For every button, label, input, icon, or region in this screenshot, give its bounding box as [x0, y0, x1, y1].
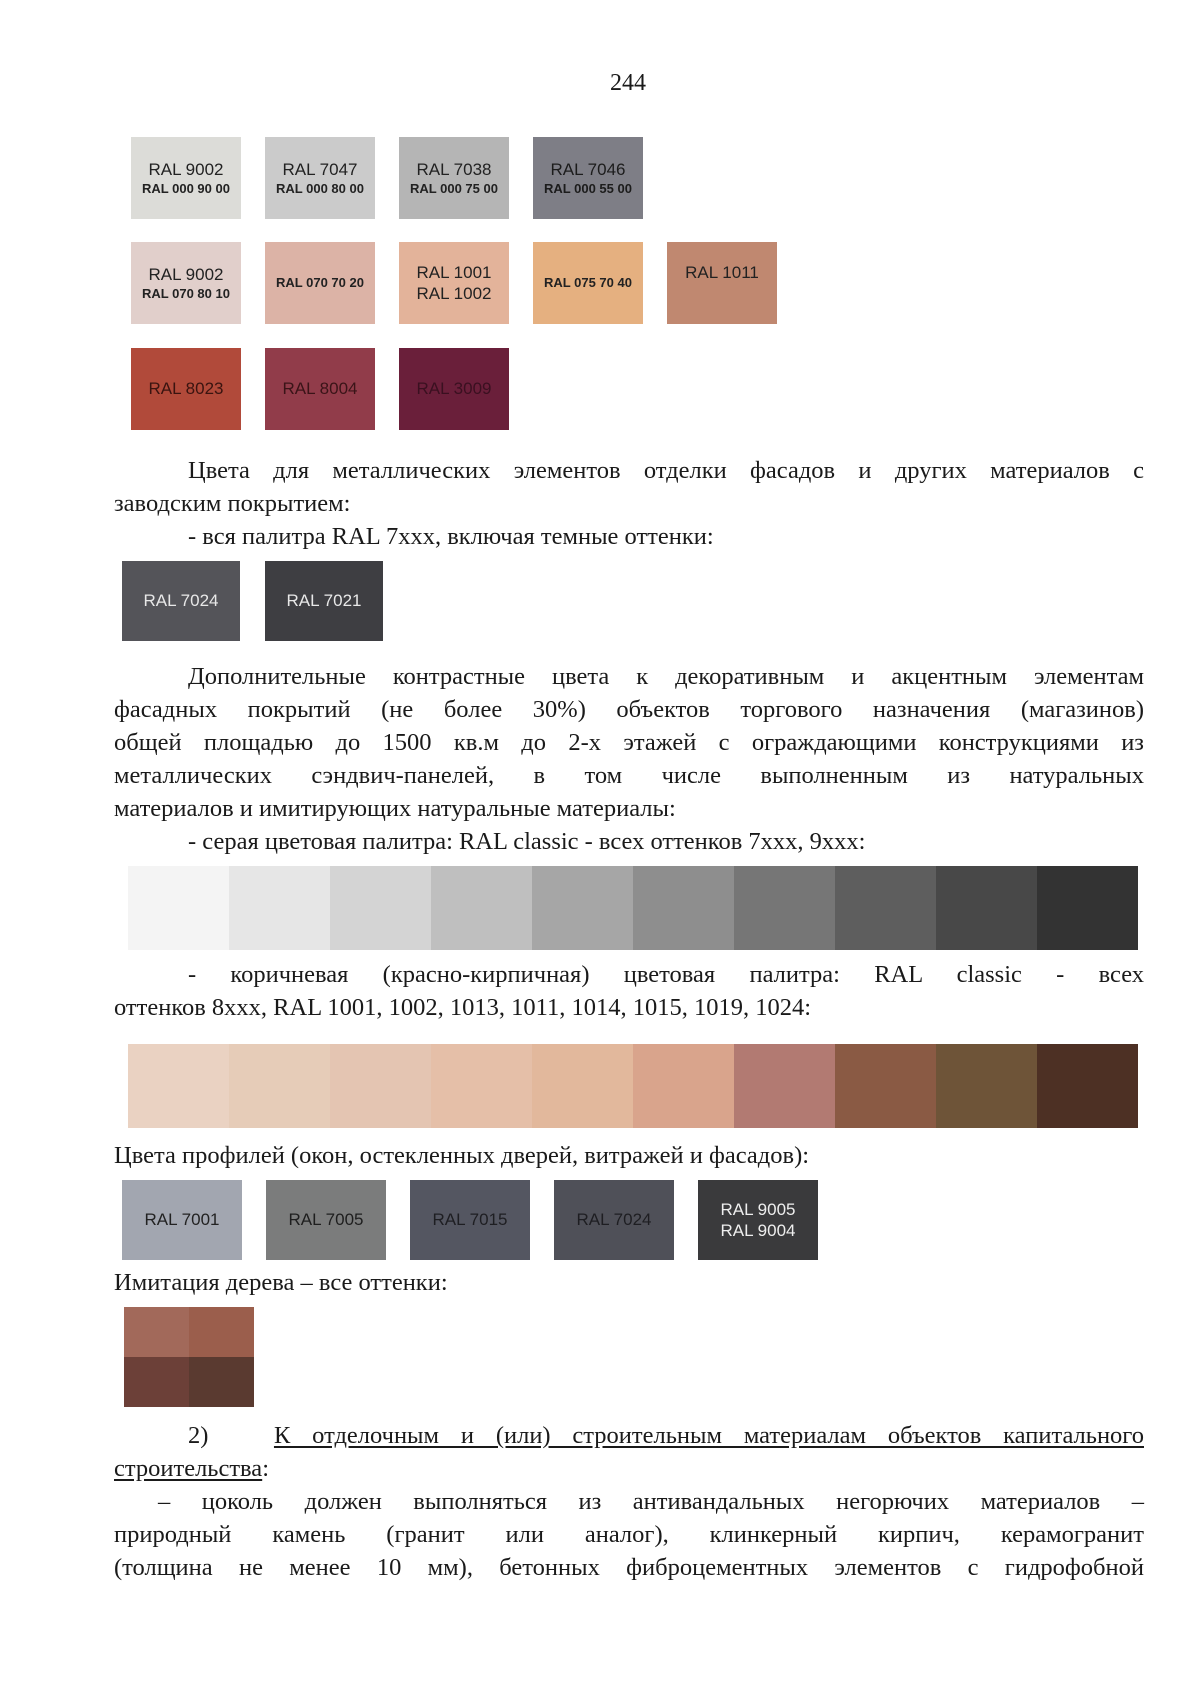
brown-shade-1 [128, 1044, 229, 1128]
brown-shade-6 [633, 1044, 734, 1128]
paragraph-contrast-colors-3: общей площадью до 1500 кв.м до 2-х этажей с ограждающими конструкциями из [114, 729, 1144, 756]
brown-shade-10 [1037, 1044, 1138, 1128]
brown-shade-5 [532, 1044, 633, 1128]
plinth-paragraph-2: природный камень (гранит или аналог), клинкерный кирпич, керамогранит [114, 1521, 1144, 1548]
swatch-ral-075-70-40 [533, 242, 643, 324]
plinth-paragraph-3: (толщина не менее 10 мм), бетонных фиброцементных элементов с гидрофобной [114, 1554, 1144, 1581]
swatch-ral-7024-profile [554, 1180, 674, 1260]
gray-shade-10 [1037, 866, 1138, 950]
swatch-label: RAL 7038 [416, 160, 492, 180]
plinth-paragraph-1: – цоколь должен выполняться из антивандальных негорючих материалов – [158, 1488, 1144, 1515]
wood-tile-3 [124, 1357, 189, 1407]
brown-shade-2 [229, 1044, 330, 1128]
swatch-label: RAL 3009 [416, 379, 492, 399]
swatch-sublabel: RAL 000 80 00 [276, 180, 364, 196]
swatch-ral-070-70-20 [265, 242, 375, 324]
swatch-ral-8004 [265, 348, 375, 430]
swatch-label: RAL 1001 [416, 262, 492, 282]
swatch-label: RAL 8023 [148, 379, 224, 399]
swatch-ral-7046 [533, 137, 643, 219]
swatch-label: RAL 7021 [286, 591, 362, 611]
swatch-ral-7038 [399, 137, 509, 219]
swatch-label: RAL 8004 [282, 379, 358, 399]
gray-shade-2 [229, 866, 330, 950]
swatch-label: RAL 7047 [282, 160, 358, 180]
swatch-label: RAL 070 70 20 [276, 274, 364, 290]
paragraph-contrast-colors-2: фасадных покрытий (не более 30%) объектов торгового назначения (магазинов) [114, 696, 1144, 723]
swatch-label: RAL 1011 [685, 263, 759, 282]
section-2-heading-underlined-cont: строительства [114, 1455, 263, 1482]
brown-shade-7 [734, 1044, 835, 1128]
gray-palette-strip [128, 866, 1138, 950]
wood-texture-swatch [124, 1307, 254, 1407]
swatch-sublabel: RAL 000 55 00 [544, 180, 632, 196]
paragraph-contrast-colors-4: металлических сэндвич-панелей, в том числе выполненным из натуральных [114, 762, 1144, 789]
swatch-ral-8023 [131, 348, 241, 430]
paragraph-metal-colors: Цвета для металлических элементов отделки фасадов и других материалов с [188, 457, 1144, 484]
gray-palette-line: - серая цветовая палитра: RAL classic - всех оттенков 7xxx, 9xxx: [188, 828, 866, 855]
brown-shade-3 [330, 1044, 431, 1128]
swatch-ral-7005 [266, 1180, 386, 1260]
swatch-label: RAL 7046 [550, 160, 626, 180]
swatch-sublabel: RAL 000 90 00 [142, 180, 230, 196]
profile-colors-heading: Цвета профилей (окон, остекленных дверей, витражей и фасадов): [114, 1142, 810, 1169]
gray-shade-5 [532, 866, 633, 950]
page-number: 244 [610, 70, 646, 96]
gray-shade-9 [936, 866, 1037, 950]
paragraph-contrast-colors-1: Дополнительные контрастные цвета к декоративным и акцентным элементам [188, 663, 1144, 690]
swatch-ral-1001-1002 [399, 242, 509, 324]
swatch-ral-7021 [265, 561, 383, 641]
swatch-label: RAL 7015 [432, 1210, 508, 1230]
gray-shade-4 [431, 866, 532, 950]
paragraph-contrast-colors-5: материалов и имитирующих натуральные материалы: [114, 795, 676, 822]
brown-shade-4 [431, 1044, 532, 1128]
swatch-ral-7001 [122, 1180, 242, 1260]
swatch-label: RAL 7024 [143, 591, 219, 611]
swatch-ral-7024-dark [122, 561, 240, 641]
swatch-ral-7047 [265, 137, 375, 219]
swatch-sublabel: RAL 000 75 00 [410, 180, 498, 196]
paragraph-metal-colors-cont: заводским покрытием: [114, 490, 351, 517]
brown-shade-8 [835, 1044, 936, 1128]
brown-palette-strip [128, 1044, 1138, 1128]
gray-shade-7 [734, 866, 835, 950]
swatch-ral-7015 [410, 1180, 530, 1260]
gray-shade-8 [835, 866, 936, 950]
swatch-sublabel: RAL 1002 [416, 284, 492, 303]
swatch-ral-9002-gray [131, 137, 241, 219]
gray-shade-1 [128, 866, 229, 950]
wood-tile-1 [124, 1307, 189, 1357]
section-2-heading-underlined: К отделочным и (или) строительным материалам объектов капитального [273, 1422, 1144, 1449]
gray-shade-6 [633, 866, 734, 950]
wood-tile-2 [189, 1307, 254, 1357]
swatch-ral-9005-9004 [698, 1180, 818, 1260]
swatch-ral-9002-beige [131, 242, 241, 324]
swatch-label: RAL 7024 [576, 1210, 652, 1230]
swatch-label: RAL 7005 [288, 1210, 364, 1230]
brown-palette-line-2: оттенков 8xxx, RAL 1001, 1002, 1013, 1011, 1014, 1015, 1019, 1024: [114, 994, 812, 1021]
brown-shade-9 [936, 1044, 1037, 1128]
palette-7xxx-line: - вся палитра RAL 7xxx, включая темные оттенки: [188, 523, 714, 550]
swatch-label: RAL 9002 [148, 160, 224, 180]
swatch-label: RAL 9005 [720, 1199, 796, 1219]
swatch-sublabel: RAL 070 80 10 [142, 285, 230, 301]
swatch-label: RAL 9002 [148, 265, 224, 285]
brown-palette-line-1: - коричневая (красно-кирпичная) цветовая палитра: RAL classic - всех [188, 961, 1144, 988]
swatch-label: RAL 075 70 40 [544, 274, 632, 290]
swatch-ral-1011 [667, 242, 777, 324]
wood-tile-4 [189, 1357, 254, 1407]
swatch-sublabel: RAL 9004 [720, 1221, 796, 1240]
section-2-heading-cont: строительства: [114, 1455, 269, 1482]
section-2-heading: 2) К отделочным и (или) строительным материалам объектов капитального [188, 1422, 1144, 1449]
swatch-label: RAL 7001 [144, 1210, 220, 1230]
gray-shade-3 [330, 866, 431, 950]
wood-imitation-heading: Имитация дерева – все оттенки: [114, 1269, 448, 1296]
swatch-ral-3009 [399, 348, 509, 430]
